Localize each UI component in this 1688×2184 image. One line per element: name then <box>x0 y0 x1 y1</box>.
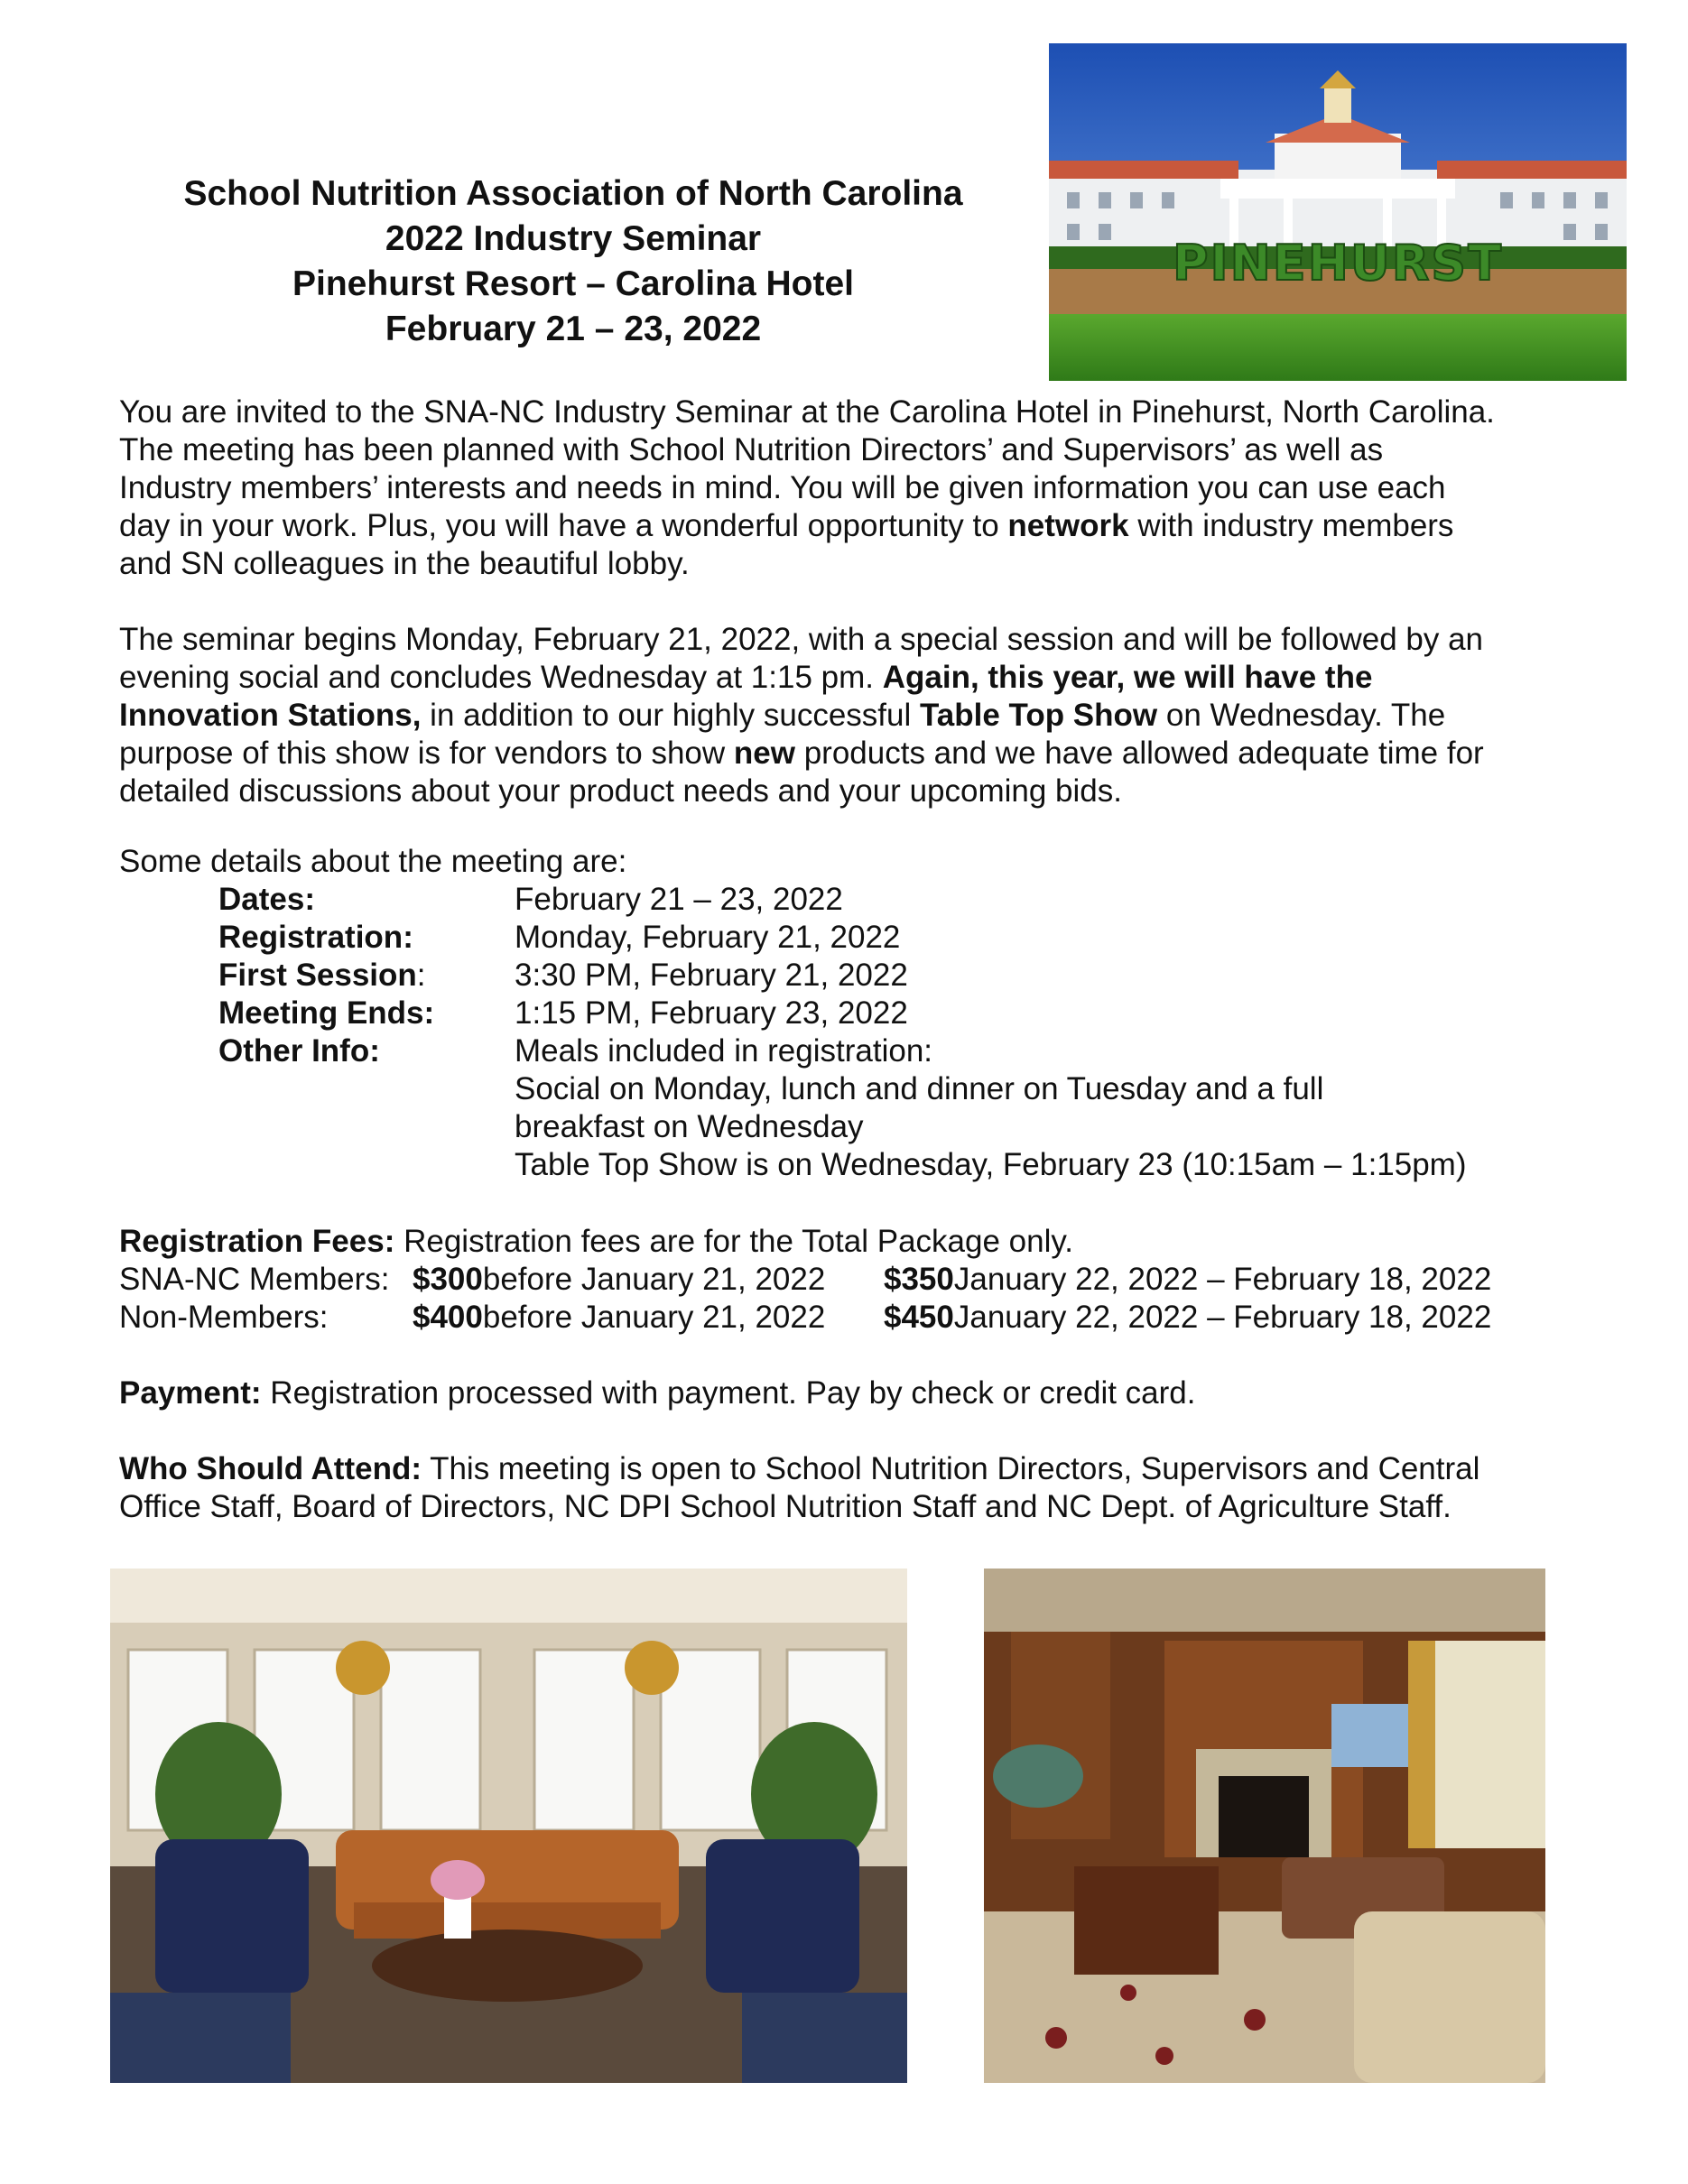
seminar-paragraph: The seminar begins Monday, February 21, 2022, with a special session and will be followed by an evening social and concludes Wednesday at 1:15 pm. Again, this year, we will have the Innovation Stations, in addition to our highly successful Table Top Show on Wednesday. The purpose of this show is for vendors to show new products and we have allowed adequate time for detailed discussions about your product needs and your upcoming bids. <box>119 622 1484 809</box>
document-title <box>117 171 1029 352</box>
hotel-sitting-room-photo <box>984 1569 1545 2083</box>
detail-row-registration: Registration: Monday, February 21, 2022 <box>218 920 901 955</box>
innovation-stations: Innovation Stations, <box>119 698 422 733</box>
fee-row-members: SNA-NC Members: $300 before January 21, 2022 $350 January 22, 2022 – February 18, 2022 <box>119 1262 1492 1297</box>
hotel-lobby-photo <box>110 1569 907 2083</box>
detail-row-meeting-ends: Meeting Ends: 1:15 PM, February 23, 2022 <box>218 995 908 1031</box>
network-emphasis: network <box>1007 508 1129 543</box>
title-event: 2022 Industry Seminar <box>385 219 762 258</box>
payment-label: Payment: <box>119 1375 262 1411</box>
title-venue: Pinehurst Resort – Carolina Hotel <box>292 264 854 303</box>
pinehurst-sign-text: PINEHURST <box>1172 235 1504 292</box>
meeting-details: Some details about the meeting are: Dates: February 21 – 23, 2022 Registration: Monday, February 21, 2022 First Session: 3:30 PM, February 21, 2022 Meeting Ends: 1:15 PM, February 23, 2022 Other Info: Meals included in registration: Social on Monday, lunch and dinner on Tuesday and a full breakfast on Wednesday Table Top Show is on Wednesday, February 23 (10:15am – 1:15pm) <box>119 844 1467 1182</box>
table-top-show: Table Top Show <box>920 698 1158 733</box>
title-dates: February 21 – 23, 2022 <box>385 310 762 348</box>
detail-row-other-info: Other Info: Meals included in registration: <box>218 1033 933 1069</box>
attend-paragraph: Who Should Attend: This meeting is open to School Nutrition Directors, Supervisors and Central Office Staff, Board of Directors, NC DPI School Nutrition Staff and NC Dept. of Agriculture Staff. <box>119 1451 1480 1524</box>
title-org: School Nutrition Association of North Carolina <box>183 174 963 213</box>
registration-fees: Registration Fees: Registration fees are for the Total Package only. SNA-NC Members: $300 before January 21, 2022 $350 January 22, 2022 – February 18, 2022 Non-Members: $400 before January 21, 2022 $450 January 22, 2022 – February 18, 2022 <box>119 1223 1581 1337</box>
payment-paragraph: Payment: Registration processed with payment. Pay by check or credit card. <box>119 1375 1196 1411</box>
hotel-exterior-photo <box>1049 43 1627 381</box>
detail-row-dates: Dates: February 21 – 23, 2022 <box>218 882 843 917</box>
detail-row-first-session: First Session: 3:30 PM, February 21, 2022 <box>218 958 908 993</box>
attend-label: Who Should Attend: <box>119 1451 422 1486</box>
fees-label: Registration Fees: <box>119 1224 395 1259</box>
intro-paragraph: You are invited to the SNA-NC Industry Seminar at the Carolina Hotel in Pinehurst, North Carolina. The meeting has been planned with School Nutrition Directors’ and Supervisors’ as well as Industry members’ interests and needs in mind. You will be given information you can use each day in your work. Plus, you will have a wonderful opportunity to network with industry members and SN colleagues in the beautiful lobby. <box>119 394 1495 581</box>
fee-row-nonmembers: Non-Members: $400 before January 21, 2022 $450 January 22, 2022 – February 18, 2022 <box>119 1300 1492 1335</box>
details-intro: Some details about the meeting are: <box>119 844 627 879</box>
